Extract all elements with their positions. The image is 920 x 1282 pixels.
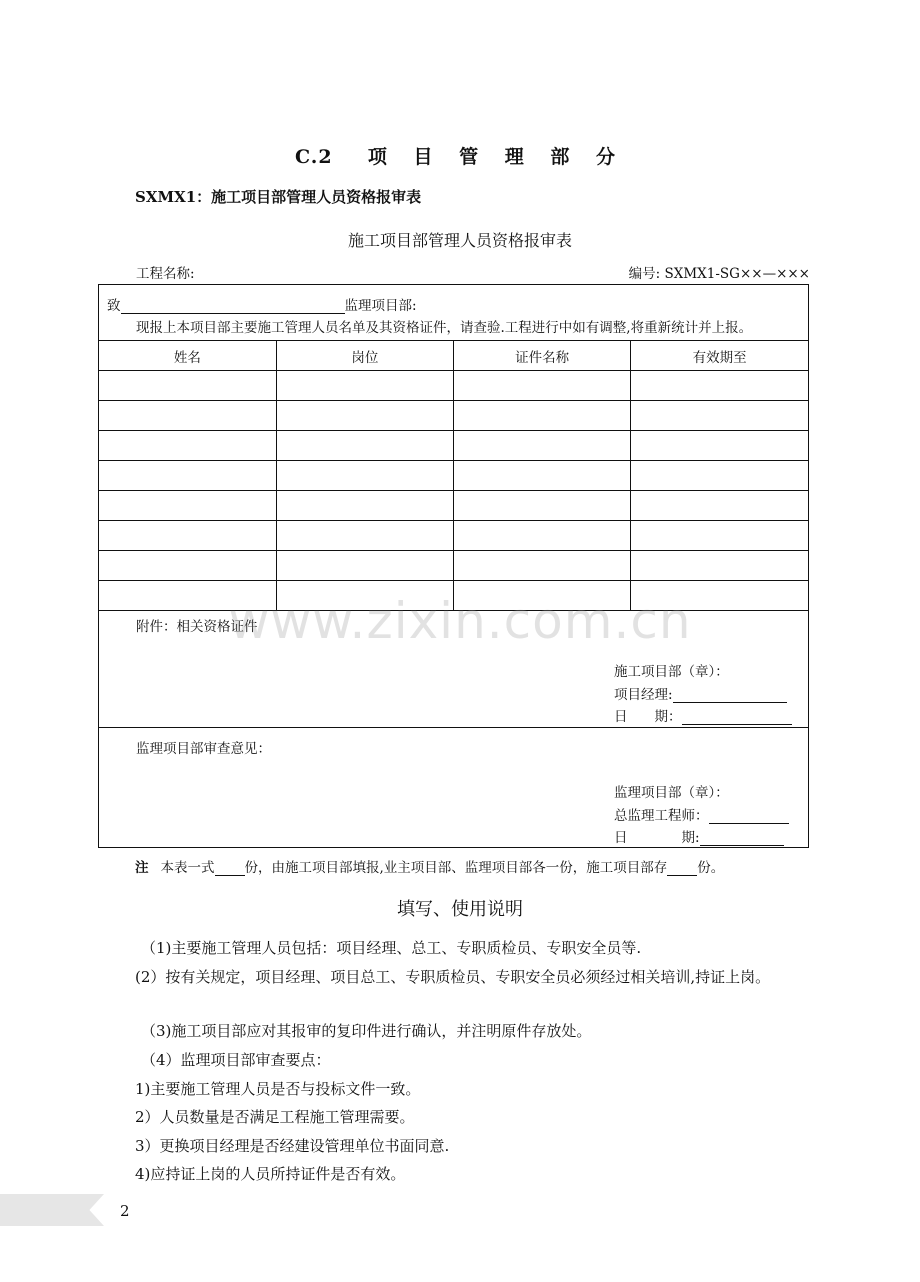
table-cell[interactable]	[276, 461, 453, 491]
table-cell[interactable]	[631, 551, 808, 581]
instruction-item: （4）监理项目部审查要点：	[141, 1051, 331, 1069]
table-cell[interactable]	[631, 371, 808, 401]
addressee-row	[107, 294, 808, 314]
table-cell[interactable]	[99, 521, 276, 551]
page-tab-decoration	[0, 1194, 104, 1226]
copies-blank[interactable]	[215, 860, 245, 876]
date-blank-1[interactable]	[682, 709, 792, 725]
project-name-label: 工程名称:	[136, 266, 195, 282]
table-cell[interactable]	[631, 431, 808, 461]
contractor-seal-label: 施工项目部（章）：	[614, 664, 729, 680]
table-cell[interactable]	[276, 371, 453, 401]
table-row	[99, 431, 808, 461]
note-part-3: 份。	[697, 860, 725, 876]
review-label: 监理项目部审查意见：	[136, 741, 271, 757]
table-cell[interactable]	[276, 551, 453, 581]
chief-engineer-blank[interactable]	[709, 808, 789, 824]
table-cell[interactable]	[454, 431, 631, 461]
form-note	[135, 856, 724, 876]
table-row	[99, 521, 808, 551]
instruction-item: （3)施工项目部应对其报审的复印件进行确认，并注明原件存放处。	[141, 1022, 592, 1040]
subheading: SXMX1：施工项目部管理人员资格报审表	[135, 188, 422, 206]
table-cell[interactable]	[276, 521, 453, 551]
table-cell[interactable]	[454, 401, 631, 431]
instruction-item: 2）人员数量是否满足工程施工管理需要。	[135, 1108, 415, 1126]
attachment-label: 附件：相关资格证件	[136, 619, 258, 635]
review-section	[99, 727, 808, 848]
table-cell[interactable]	[631, 521, 808, 551]
instruction-item: 4)应持证上岗的人员所持证件是否有效。	[135, 1165, 406, 1183]
table-cell[interactable]	[631, 401, 808, 431]
personnel-table	[99, 340, 808, 611]
section-number: C.2	[295, 146, 333, 168]
table-cell[interactable]	[454, 491, 631, 521]
table-cell[interactable]	[276, 401, 453, 431]
project-manager-blank[interactable]	[673, 687, 787, 703]
date-blank-2[interactable]	[700, 830, 784, 846]
col-valid-until-header: 有效期至	[631, 341, 808, 371]
table-cell[interactable]	[99, 431, 276, 461]
project-manager-row	[614, 683, 808, 703]
table-row	[99, 461, 808, 491]
instructions-title: 填写、使用说明	[397, 899, 523, 920]
watermark: www.zixin.com.cn	[228, 592, 692, 650]
table-header-row	[99, 341, 808, 371]
table-cell[interactable]	[99, 371, 276, 401]
date-row-1	[614, 705, 808, 725]
table-cell[interactable]	[454, 461, 631, 491]
note-part-2: 份，由施工项目部填报,业主项目部、监理项目部各一份，施工项目部存	[244, 860, 668, 876]
to-suffix: 监理项目部:	[344, 298, 417, 314]
kept-copies-blank[interactable]	[667, 860, 697, 876]
form-box	[98, 284, 809, 848]
table-row	[99, 371, 808, 401]
section-title	[0, 142, 920, 169]
form-title: 施工项目部管理人员资格报审表	[347, 231, 572, 250]
instruction-item: 1)主要施工管理人员是否与投标文件一致。	[135, 1080, 421, 1098]
table-row	[99, 401, 808, 431]
table-cell[interactable]	[276, 431, 453, 461]
section-name: 项 目 管 理 部 分	[367, 146, 625, 168]
table-cell[interactable]	[631, 461, 808, 491]
col-name-header: 姓名	[99, 341, 276, 371]
to-label: 致	[107, 298, 121, 314]
chief-engineer-label: 总监理工程师：	[614, 808, 709, 824]
supervisor-seal-label: 监理项目部（章）：	[614, 785, 729, 801]
table-cell[interactable]	[99, 551, 276, 581]
form-code: 编号: SXMX1-SG××—×××	[628, 266, 810, 282]
instruction-item: (2）按有关规定，项目经理、项目总工、专职质检员、专职安全员必须经过相关培训,持证上岗。	[135, 968, 771, 986]
col-certificate-header: 证件名称	[454, 341, 631, 371]
table-row	[99, 491, 808, 521]
instruction-item: （1)主要施工管理人员包括：项目经理、总工、专职质检员、专职安全员等.	[141, 939, 642, 957]
col-position-header: 岗位	[276, 341, 453, 371]
table-cell[interactable]	[99, 461, 276, 491]
date-label-1: 日 期：	[614, 709, 682, 725]
table-cell[interactable]	[99, 491, 276, 521]
chief-engineer-row	[614, 804, 808, 824]
date-row-2	[614, 826, 808, 846]
date-label-2: 日 期:	[614, 830, 700, 846]
page-number: 2	[120, 1202, 130, 1220]
table-cell[interactable]	[276, 491, 453, 521]
table-cell[interactable]	[631, 491, 808, 521]
instruction-item: 3）更换项目经理是否经建设管理单位书面同意.	[135, 1137, 450, 1155]
table-row	[99, 551, 808, 581]
form-body-text: 现报上本项目部主要施工管理人员名单及其资格证件，请查验.工程进行中如有调整,将重新统计并上报。	[136, 320, 753, 336]
table-cell[interactable]	[454, 521, 631, 551]
note-part-1: 本表一式	[160, 860, 215, 876]
note-label: 注	[135, 860, 149, 876]
table-cell[interactable]	[454, 551, 631, 581]
project-manager-label: 项目经理:	[614, 687, 673, 703]
table-cell[interactable]	[454, 371, 631, 401]
addressee-blank[interactable]	[121, 298, 345, 314]
table-cell[interactable]	[99, 401, 276, 431]
